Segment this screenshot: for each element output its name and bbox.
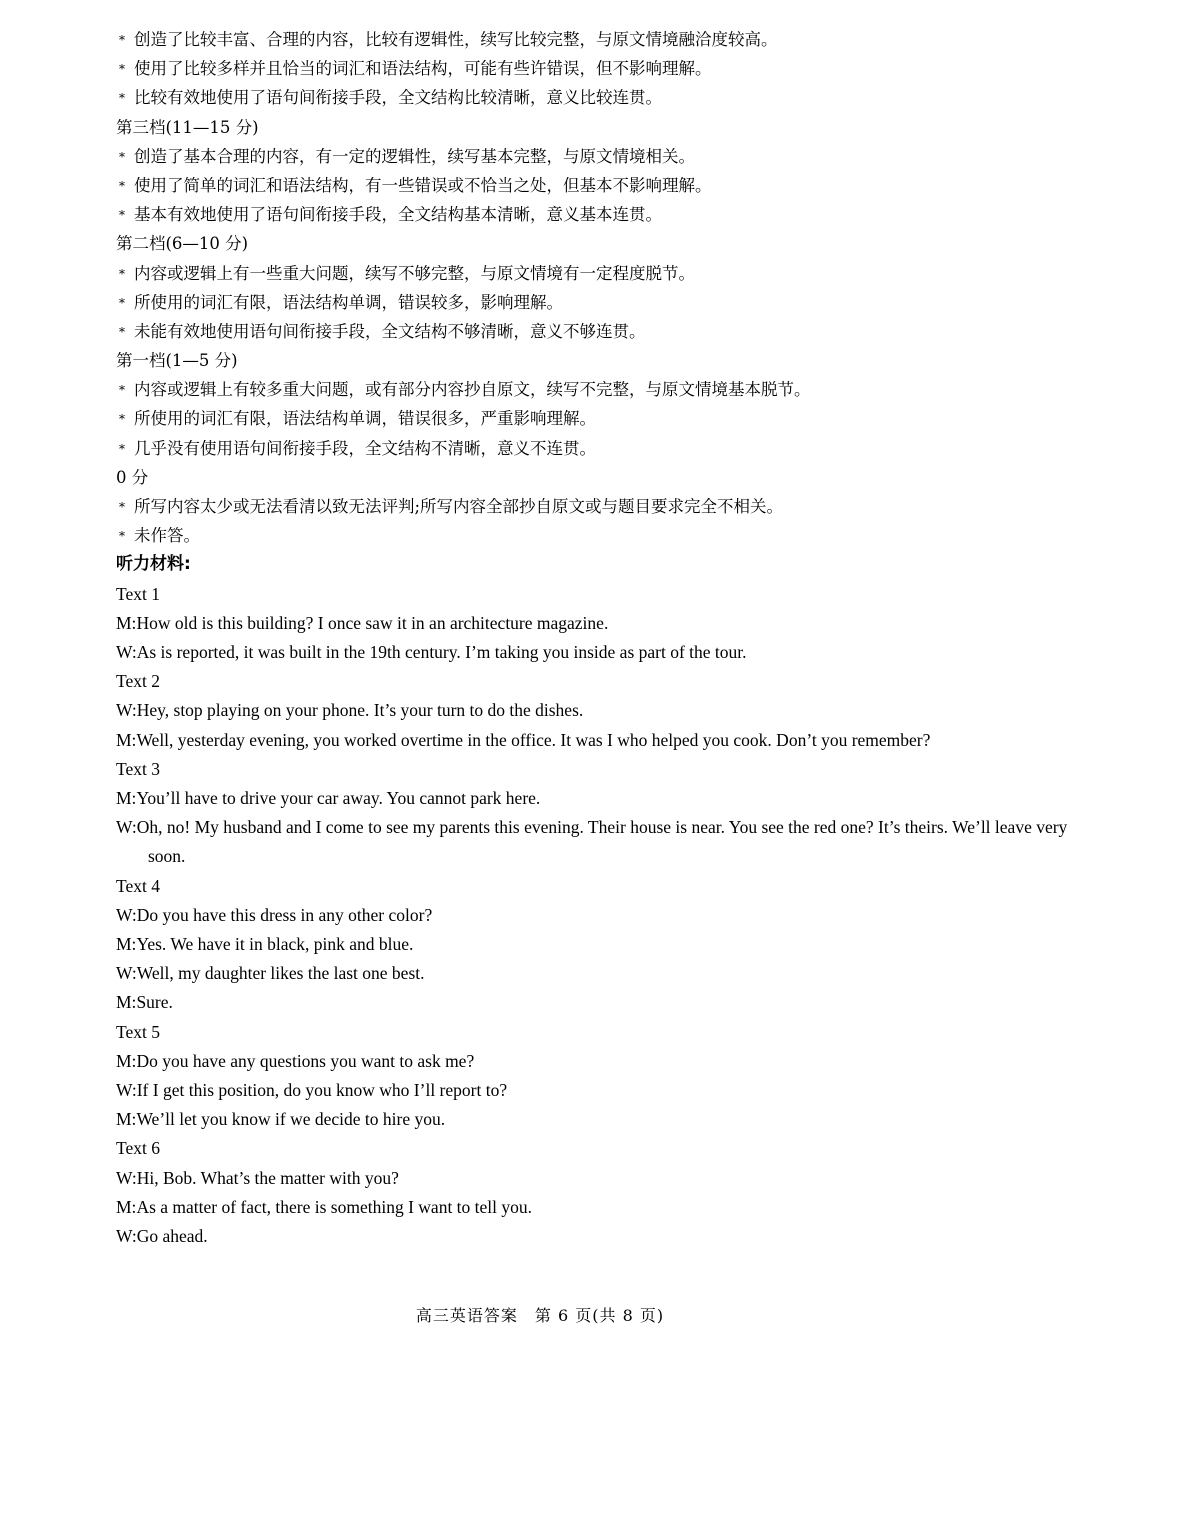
speaker-label: M: [116, 1196, 137, 1217]
utterance-text: How old is this building? I once saw it in an architecture magazine. [136, 612, 609, 633]
dialogue-line [116, 609, 1096, 638]
utterance-text: Yes. We have it in black, pink and blue. [136, 933, 414, 954]
bullet-star-icon: * [119, 62, 125, 77]
tier4-list [116, 25, 1096, 113]
utterance-text: Hi, Bob. What’s the matter with you? [136, 1167, 399, 1188]
utterance-text: Sure. [136, 992, 173, 1013]
speaker-label: W: [116, 1167, 137, 1188]
speaker-label: M: [116, 992, 137, 1013]
speaker-label: M: [116, 1109, 137, 1130]
speaker-label: M: [116, 729, 137, 750]
rubric-item: * 内容或逻辑上有较多重大问题，或有部分内容抄自原文，续写不完整，与原文情境基本脱节。 [116, 375, 1096, 404]
rubric-item: * 几乎没有使用语句间衔接手段，全文结构不清晰，意义不连贯。 [116, 434, 1096, 463]
speaker-label: W: [116, 700, 137, 721]
tier0-list [116, 492, 1096, 550]
speaker-label: W: [116, 641, 137, 662]
speaker-label: M: [116, 787, 137, 808]
speaker-label: M: [116, 612, 137, 633]
bullet-star-icon: * [119, 412, 125, 427]
tier0-title: 0 分 [116, 467, 149, 487]
utterance-text: Go ahead. [136, 1225, 208, 1246]
bullet-star-icon: * [119, 266, 125, 281]
tier3-title: 第三档(11—15 分) [116, 117, 259, 137]
bullet-star-icon: * [119, 91, 125, 106]
dialogue-line [116, 638, 1096, 667]
tier1-list [116, 375, 1096, 463]
utterance-text: Well, my daughter likes the last one best. [136, 963, 425, 984]
bullet-star-icon: * [119, 529, 125, 544]
bullet-star-icon: * [119, 208, 125, 223]
bullet-star-icon: * [119, 324, 125, 339]
rubric-item: * 使用了比较多样并且恰当的词汇和语法结构，可能有些许错误，但不影响理解。 [116, 54, 1096, 83]
speaker-label: W: [116, 1079, 137, 1100]
bullet-star-icon: * [119, 178, 125, 193]
rubric-item: * 所使用的词汇有限，语法结构单调，错误较多，影响理解。 [116, 288, 1096, 317]
dialogue-line [116, 813, 1096, 871]
dialogue-line [116, 726, 1096, 755]
dialogue-line [116, 988, 1096, 1017]
tier3-list [116, 142, 1096, 230]
text-label: Text 3 [116, 758, 160, 779]
speaker-label: W: [116, 1225, 137, 1246]
utterance-text: Do you have this dress in any other color? [136, 904, 433, 925]
rubric-item: * 未能有效地使用语句间衔接手段，全文结构不够清晰，意义不够连贯。 [116, 317, 1096, 346]
rubric-item: * 创造了基本合理的内容，有一定的逻辑性，续写基本完整，与原文情境相关。 [116, 142, 1096, 171]
page-footer: 高三英语答案 第 6 页(共 8 页) [415, 1306, 665, 1325]
speaker-label: W: [116, 817, 137, 838]
rubric-item: * 所使用的词汇有限，语法结构单调，错误很多，严重影响理解。 [116, 404, 1096, 433]
dialogue-line [116, 1105, 1096, 1134]
utterance-text: Do you have any questions you want to ask me? [136, 1050, 475, 1071]
bullet-star-icon: * [119, 441, 125, 456]
dialogue-line [116, 1164, 1096, 1193]
dialogue-line [116, 1222, 1096, 1251]
text-label: Text 2 [116, 671, 160, 692]
tier1-title: 第一档(1—5 分) [116, 351, 238, 371]
dialogue-line [116, 1193, 1096, 1222]
rubric-item: * 使用了简单的词汇和语法结构，有一些错误或不恰当之处，但基本不影响理解。 [116, 171, 1096, 200]
utterance-text: You’ll have to drive your car away. You cannot park here. [136, 787, 541, 808]
dialogue-line [116, 784, 1096, 813]
speaker-label: M: [116, 933, 137, 954]
rubric-item: * 所写内容太少或无法看清以致无法评判;所写内容全部抄自原文或与题目要求完全不相关。 [116, 492, 1096, 521]
speaker-label: W: [116, 963, 137, 984]
dialogue-line [116, 1047, 1096, 1076]
bullet-star-icon: * [119, 383, 125, 398]
rubric-item: * 比较有效地使用了语句间衔接手段，全文结构比较清晰，意义比较连贯。 [116, 83, 1096, 112]
text-label: Text 5 [116, 1021, 160, 1042]
bullet-star-icon: * [119, 149, 125, 164]
text-label: Text 4 [116, 875, 160, 896]
speaker-label: W: [116, 904, 137, 925]
tier2-title: 第二档(6—10 分) [116, 234, 249, 254]
document-page [116, 25, 1096, 1251]
bullet-star-icon: * [119, 500, 125, 514]
tier2-list [116, 259, 1096, 347]
listening-title: 听力材料: [116, 554, 191, 575]
utterance-text: Well, yesterday evening, you worked overtime in the office. It was I who helped you cook. Don’t you remember? [136, 729, 931, 750]
utterance-text: Hey, stop playing on your phone. It’s your turn to do the dishes. [136, 700, 584, 721]
dialogue-line [116, 930, 1096, 959]
utterance-text: As a matter of fact, there is something I want to tell you. [136, 1196, 533, 1217]
speaker-label: M: [116, 1050, 137, 1071]
rubric-item: * 内容或逻辑上有一些重大问题，续写不够完整，与原文情境有一定程度脱节。 [116, 259, 1096, 288]
utterance-text: As is reported, it was built in the 19th century. I’m taking you inside as part of the tour. [136, 641, 747, 662]
rubric-item: * 基本有效地使用了语句间衔接手段，全文结构基本清晰，意义基本连贯。 [116, 200, 1096, 229]
text-label: Text 1 [116, 583, 160, 604]
text-label: Text 6 [116, 1138, 160, 1159]
dialogue-line [116, 959, 1096, 988]
rubric-item: * 未作答。 [116, 521, 1096, 550]
bullet-star-icon: * [119, 33, 125, 47]
dialogue-line [116, 1076, 1096, 1105]
dialogue-line [116, 696, 1096, 725]
rubric-item: * 创造了比较丰富、合理的内容，比较有逻辑性，续写比较完整，与原文情境融洽度较高。 [116, 25, 1096, 54]
utterance-text: If I get this position, do you know who I’ll report to? [136, 1079, 508, 1100]
listening-transcript [116, 580, 1096, 1252]
dialogue-line [116, 901, 1096, 930]
utterance-text: We’ll let you know if we decide to hire you. [136, 1109, 446, 1130]
utterance-text: Oh, no! My husband and I come to see my parents this evening. Their house is near. You see the red one? It’s theirs. We’ll leave very soon. [136, 817, 1068, 867]
bullet-star-icon: * [119, 295, 125, 310]
